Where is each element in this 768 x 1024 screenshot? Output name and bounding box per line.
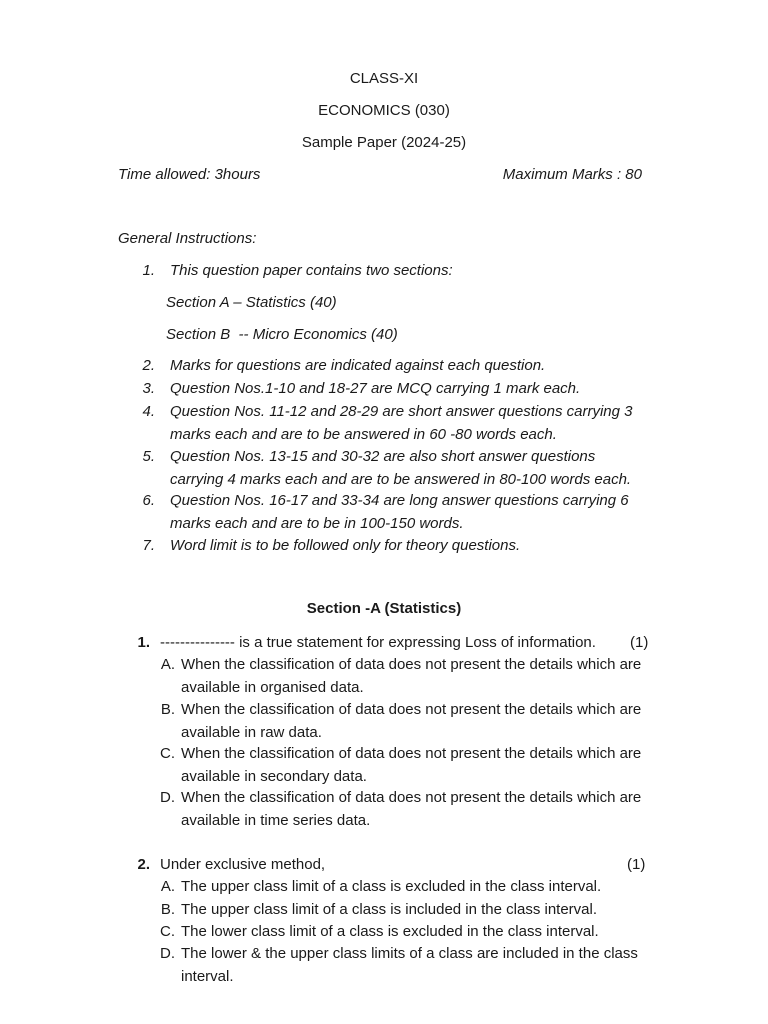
option-letter: C. xyxy=(160,923,175,940)
option-letter: A. xyxy=(160,656,175,673)
question-number: 2. xyxy=(137,856,150,873)
question-marks: (1) xyxy=(630,634,649,651)
option-text: The upper class limit of a class is included in the class interval. xyxy=(181,901,598,918)
class-heading: CLASS-XI xyxy=(349,70,419,87)
instruction-text: marks each and are to be in 100-150 words. xyxy=(170,514,464,532)
instruction-number: 4. xyxy=(142,403,155,420)
instruction-text: This question paper contains two sections: xyxy=(170,262,453,279)
instruction-text: Question Nos.1-10 and 18-27 are MCQ carrying 1 mark each. xyxy=(170,380,581,397)
option-letter: C. xyxy=(160,745,175,762)
instructions-title: General Instructions: xyxy=(118,230,257,247)
option-text: When the classification of data does not present the details which are xyxy=(181,701,642,718)
instruction-text: marks each and are to be answered in 60 -80 words each. xyxy=(170,425,557,443)
instruction-number: 3. xyxy=(142,380,155,397)
option-letter: B. xyxy=(160,901,175,918)
instruction-number: 7. xyxy=(142,537,155,554)
instruction-text: Question Nos. 13-15 and 30-32 are also short answer questions xyxy=(170,448,596,465)
question-text: Under exclusive method, xyxy=(160,856,326,873)
section-a-info: Section A – Statistics (40) xyxy=(166,294,337,311)
question-marks: (1) xyxy=(627,856,646,873)
option-letter: D. xyxy=(160,789,175,806)
time-allowed: Time allowed: 3hours xyxy=(118,166,261,183)
option-text: available in secondary data. xyxy=(181,767,367,785)
option-text: The lower class limit of a class is excluded in the class interval. xyxy=(181,923,599,940)
option-text: The upper class limit of a class is excluded in the class interval. xyxy=(181,878,602,895)
option-text: When the classification of data does not present the details which are xyxy=(181,789,642,806)
instruction-text: carrying 4 marks each and are to be answered in 80-100 words each. xyxy=(170,470,632,488)
question-text: --------------- is a true statement for expressing Loss of information. xyxy=(160,634,596,651)
option-text: available in organised data. xyxy=(181,678,364,696)
instruction-text: Question Nos. 16-17 and 33-34 are long answer questions carrying 6 xyxy=(170,492,629,509)
instruction-number: 2. xyxy=(142,357,155,374)
section-title: Section -A (Statistics) xyxy=(306,600,462,617)
option-text: available in time series data. xyxy=(181,811,371,829)
option-text: The lower & the upper class limits of a class are included in the class xyxy=(181,945,638,962)
option-letter: B. xyxy=(160,701,175,718)
subject-heading: ECONOMICS (030) xyxy=(318,102,450,119)
option-text: interval. xyxy=(181,967,234,985)
maximum-marks: Maximum Marks : 80 xyxy=(502,166,642,183)
instruction-number: 5. xyxy=(142,448,155,465)
option-text: available in raw data. xyxy=(181,723,322,741)
option-text: When the classification of data does not present the details which are xyxy=(181,656,642,673)
option-letter: D. xyxy=(160,945,175,962)
instruction-text: Word limit is to be followed only for theory questions. xyxy=(170,537,521,554)
instruction-text: Marks for questions are indicated against each question. xyxy=(170,357,546,374)
instruction-text: Question Nos. 11-12 and 28-29 are short answer questions carrying 3 xyxy=(170,403,633,420)
option-text: When the classification of data does not present the details which are xyxy=(181,745,642,762)
instruction-number: 1. xyxy=(142,262,155,279)
option-letter: A. xyxy=(160,878,175,895)
section-b-info: Section B -- Micro Economics (40) xyxy=(166,326,398,343)
instruction-number: 6. xyxy=(142,492,155,509)
question-number: 1. xyxy=(137,634,150,651)
paper-heading: Sample Paper (2024-25) xyxy=(301,134,467,151)
